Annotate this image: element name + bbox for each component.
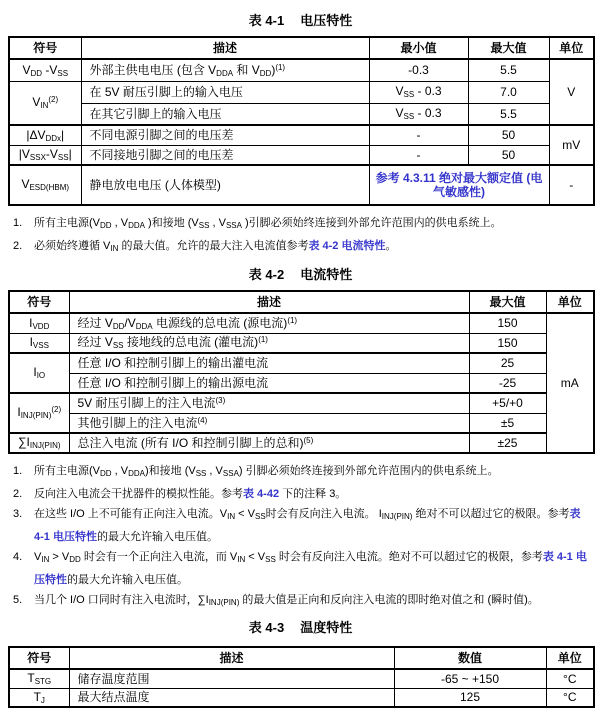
table-row [9, 145, 594, 165]
description-cell: 最大结点温度 [69, 688, 394, 707]
table-caption-title: 温度特性 [300, 620, 353, 635]
description-cell: 总注入电流 (所有 I/O 和控制引脚上的总和)$^{(5)}$ [69, 433, 469, 453]
description-cell: 外部主供电电压 (包含 $V_{DDA}$ 和 $V_{DD})^{(1)}$ [81, 59, 369, 81]
footnote [10, 461, 588, 484]
column-header-symbol: 符号 [9, 37, 81, 59]
table-row [9, 669, 594, 688]
table-row [9, 433, 594, 453]
table-caption [8, 617, 593, 636]
description-cell: 5V 耐压引脚上的注入电流$^{(3)}$ [69, 393, 469, 413]
column-header-description: 描述 [81, 37, 369, 59]
header-row [9, 37, 594, 59]
column-header-symbol: 符号 [9, 647, 69, 669]
column-header-description: 描述 [69, 647, 394, 669]
min-value-cell: -0.3 [369, 59, 468, 81]
symbol-cell: $T_J$ [9, 688, 69, 707]
column-header-description: 描述 [69, 291, 469, 313]
symbol-cell: $|V_{SSX}-V_{SS}|$ [9, 145, 81, 165]
max-value-cell: 5.5 [468, 59, 549, 81]
column-header-unit: 单位 [546, 291, 594, 313]
cross-reference-link[interactable]: 参考 4.3.11 绝对最大额定值 (电气敏感性) [375, 170, 543, 199]
table-caption-title: 电压特性 [300, 13, 353, 28]
min-value-cell: $V_{SS} - 0.3$ [369, 81, 468, 103]
table-row [9, 333, 594, 353]
description-cell: 静电放电电压 (人体模型) [81, 165, 369, 205]
description-cell: 在其它引脚上的输入电压 [81, 103, 369, 125]
symbol-cell: $I_{INJ(PIN)}^{(2)}$ [9, 393, 69, 433]
footnote-text: 必须始终遵循 $V_{IN}$ 的最大值。允许的最大注入电流值参考表 4-2 电流特性。 [34, 240, 397, 253]
table-notes [10, 461, 588, 613]
table-caption-label: 表 4-2 [248, 267, 285, 282]
unit-cell: °C [546, 669, 594, 688]
max-value-cell: 25 [469, 353, 546, 373]
footnote [10, 213, 588, 236]
footnote [10, 504, 588, 547]
footnote-number: 1. [13, 217, 23, 229]
min-value-cell: $V_{SS} - 0.3$ [369, 103, 468, 125]
section-table-4-1 [0, 10, 600, 259]
symbol-cell: $V_{ESD(HBM)}$ [9, 165, 81, 205]
description-cell: 经过 $V_{DD}/V_{DDA}$ 电源线的总电流 (源电流)$^{(1)}$ [69, 313, 469, 333]
footnote-text: 在这些 I/O 上不可能有正向注入电流。$V_{IN} < V_{SS}$时会有反向注入电流。 $I_{INJ(PIN)}$ 绝对不可以超过它的极限。参考表 4-1 电压特性的最大允许输入电压值。 [34, 508, 581, 543]
table-row [9, 313, 594, 333]
voltage-characteristics-table [8, 36, 595, 206]
section-table-4-3 [0, 617, 600, 708]
column-header-min: 最小值 [369, 37, 468, 59]
table-row [9, 413, 594, 433]
description-cell: 在 5V 耐压引脚上的输入电压 [81, 81, 369, 103]
table-row [9, 81, 594, 103]
table-caption-label: 表 4-3 [248, 620, 285, 635]
footnote-number: 5. [13, 594, 23, 606]
unit-cell: mV [549, 125, 594, 165]
table-caption [8, 10, 593, 29]
description-cell: 不同电源引脚之间的电压差 [81, 125, 369, 145]
min-value-cell: - [369, 145, 468, 165]
current-characteristics-table [8, 290, 595, 454]
description-cell: 任意 I/O 和控制引脚上的输出灌电流 [69, 353, 469, 373]
cross-reference-link[interactable]: 表 4-42 [243, 488, 280, 500]
max-value-cell: +5/+0 [469, 393, 546, 413]
max-value-cell: ±5 [469, 413, 546, 433]
column-header-unit: 单位 [546, 647, 594, 669]
max-value-cell: 50 [468, 145, 549, 165]
reference-cell [369, 165, 549, 205]
max-value-cell: ±25 [469, 433, 546, 453]
table-caption-label: 表 4-1 [248, 13, 285, 28]
description-cell: 其他引脚上的注入电流$^{(4)}$ [69, 413, 469, 433]
footnote-number: 1. [13, 465, 23, 477]
table-row [9, 688, 594, 707]
unit-cell: - [549, 165, 594, 205]
section-table-4-2 [0, 264, 600, 613]
symbol-cell: $I_{VSS}$ [9, 333, 69, 353]
cross-reference-link[interactable]: 表 4-1 电压特性 [34, 508, 581, 543]
symbol-cell: $I_{IO}$ [9, 353, 69, 393]
footnote-text: $V_{IN} > V_{DD}$ 时会有一个正向注入电流，而 $V_{IN} < V_{SS}$ 时会有反向注入电流。绝对不可以超过它的极限，参考表 4-1 电压特性的最大允许输入电压值。 [34, 551, 587, 586]
symbol-cell: $V_{IN}^{(2)}$ [9, 81, 81, 125]
value-cell: 125 [394, 688, 546, 707]
footnote [10, 547, 588, 590]
value-cell: -65 ~ +150 [394, 669, 546, 688]
footnote-number: 4. [13, 551, 23, 563]
header-row [9, 291, 594, 313]
description-cell: 储存温度范围 [69, 669, 394, 688]
cross-reference-link[interactable]: 表 4-1 电压特性 [34, 551, 587, 586]
table-caption [8, 264, 593, 283]
table-row [9, 103, 594, 125]
unit-cell: mA [546, 313, 594, 453]
max-value-cell: 50 [468, 125, 549, 145]
table-row [9, 165, 594, 205]
column-header-max: 最大值 [469, 291, 546, 313]
footnote-text: 所有主电源($V_{DD}$ , $V_{DDA}$)和接地 ($V_{SS}$ , $V_{SSA}$) 引脚必须始终连接到外部允许范围内的供电系统上。 [34, 465, 499, 478]
max-value-cell: 150 [469, 333, 546, 353]
column-header-max: 最大值 [468, 37, 549, 59]
unit-cell: V [549, 59, 594, 125]
table-row [9, 125, 594, 145]
symbol-cell: $\sum I_{INJ(PIN)}$ [9, 433, 69, 453]
table-row [9, 353, 594, 373]
table-row [9, 373, 594, 393]
footnote [10, 236, 588, 259]
max-value-cell: 150 [469, 313, 546, 333]
description-cell: 不同接地引脚之间的电压差 [81, 145, 369, 165]
footnote [10, 590, 588, 613]
temperature-characteristics-table [8, 646, 595, 708]
footnote-number: 2. [13, 488, 23, 500]
footnote-text: 当几个 I/O 口同时有注入电流时，$\sum I_{INJ(PIN)}$ 的最大值是正向和反向注入电流的即时绝对值之和 (瞬时值)。 [34, 594, 539, 607]
column-header-value: 数值 [394, 647, 546, 669]
table-notes [10, 213, 588, 259]
cross-reference-link[interactable]: 表 4-2 电流特性 [308, 240, 386, 252]
max-value-cell: -25 [469, 373, 546, 393]
symbol-cell: $|\Delta V_{DDx}|$ [9, 125, 81, 145]
description-cell: 任意 I/O 和控制引脚上的输出源电流 [69, 373, 469, 393]
footnote-text: 反向注入电流会干扰器件的模拟性能。参考表 4-42 下的注释 3。 [34, 488, 347, 500]
column-header-unit: 单位 [549, 37, 594, 59]
column-header-symbol: 符号 [9, 291, 69, 313]
description-cell: 经过 $V_{SS}$ 接地线的总电流 (灌电流)$^{(1)}$ [69, 333, 469, 353]
table-row [9, 393, 594, 413]
footnote [10, 484, 588, 504]
footnote-number: 2. [13, 240, 23, 252]
table-caption-title: 电流特性 [300, 267, 353, 282]
footnote-number: 3. [13, 508, 23, 520]
footnote-text: 所有主电源($V_{DD}$ , $V_{DDA}$ )和接地 ($V_{SS}$ , $V_{SSA}$ )引脚必须始终连接到外部允许范围内的供电系统上。 [34, 217, 502, 230]
max-value-cell: 5.5 [468, 103, 549, 125]
unit-cell: °C [546, 688, 594, 707]
symbol-cell: $T_{STG}$ [9, 669, 69, 688]
symbol-cell: $V_{DD}$ $-V_{SS}$ [9, 59, 81, 81]
symbol-cell: $I_{VDD}$ [9, 313, 69, 333]
table-row [9, 59, 594, 81]
min-value-cell: - [369, 125, 468, 145]
max-value-cell: 7.0 [468, 81, 549, 103]
header-row [9, 647, 594, 669]
